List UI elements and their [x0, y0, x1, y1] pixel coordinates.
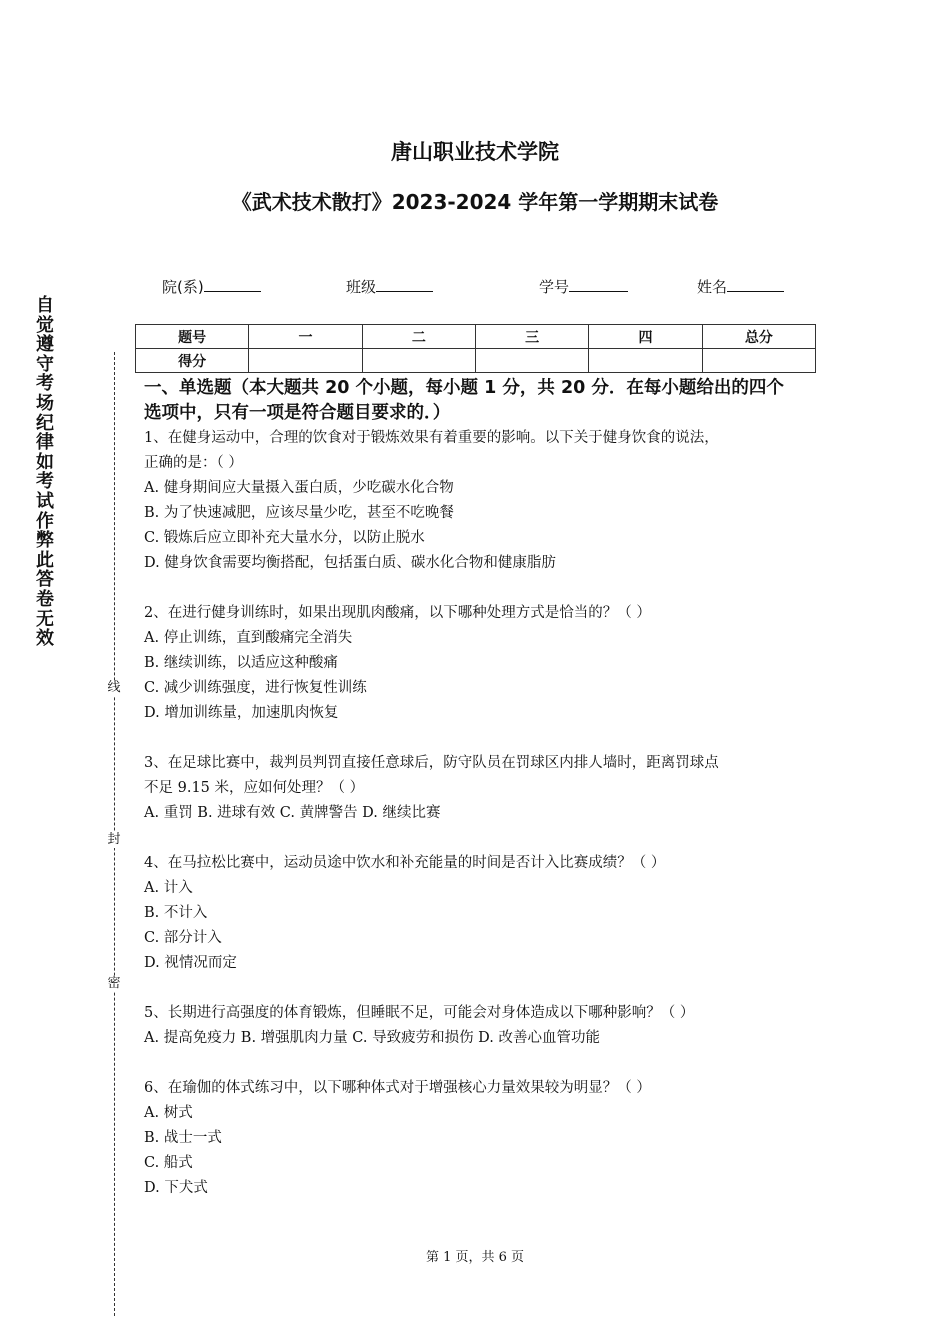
- score-table-header-cell: 二: [362, 325, 475, 349]
- answer-options-inline[interactable]: A. 重罚 B. 进球有效 C. 黄牌警告 D. 继续比赛: [144, 805, 441, 821]
- section-heading-line: 选项中，只有一项是符合题目要求的．）: [144, 403, 451, 423]
- question-stem: 4、在马拉松比赛中，运动员途中饮水和补充能量的时间是否计入比赛成绩？（ ）: [144, 855, 666, 871]
- school-title: 唐山职业技术学院: [391, 140, 559, 164]
- score-cell[interactable]: [589, 349, 702, 373]
- student-id-label: 学号: [539, 278, 570, 296]
- cut-label-line: 线: [107, 680, 121, 695]
- question-5: [144, 1001, 816, 1051]
- question-stem: 6、在瑜伽的体式练习中，以下哪种体式对于增强核心力量效果较为明显？（ ）: [144, 1080, 651, 1096]
- question-stem: 正确的是：（ ）: [144, 455, 243, 471]
- department-blank[interactable]: [204, 277, 261, 292]
- score-table-header-row: [136, 325, 816, 349]
- score-table-header-cell: 题号: [136, 325, 249, 349]
- score-cell[interactable]: [702, 349, 815, 373]
- question-1: [144, 426, 816, 576]
- answer-option[interactable]: A. 停止训练，直到酸痛完全消失: [144, 630, 353, 646]
- answer-option[interactable]: D. 增加训练量，加速肌肉恢复: [144, 705, 339, 721]
- class-label: 班级: [346, 278, 377, 296]
- answer-option[interactable]: A. 计入: [144, 880, 193, 896]
- score-cell[interactable]: [475, 349, 588, 373]
- class-field: [346, 276, 433, 297]
- class-blank[interactable]: [376, 277, 433, 292]
- question-stem: 不足 9.15 米，应如何处理？（ ）: [144, 780, 365, 796]
- question-stem: 3、在足球比赛中，裁判员判罚直接任意球后，防守队员在罚球区内排人墙时，距离罚球点: [144, 755, 719, 771]
- answer-option[interactable]: B. 战士一式: [144, 1130, 222, 1146]
- section-heading: [144, 376, 816, 426]
- score-table-score-row: [136, 349, 816, 373]
- exam-content: [144, 376, 816, 1201]
- score-table: [135, 324, 816, 373]
- cut-label-seal: 封: [107, 832, 121, 847]
- answer-option[interactable]: D. 下犬式: [144, 1180, 208, 1196]
- score-table-header-cell: 三: [475, 325, 588, 349]
- answer-option[interactable]: D. 健身饮食需要均衡搭配，包括蛋白质、碳水化合物和健康脂肪: [144, 555, 556, 571]
- question-stem: 5、长期进行高强度的体育锻炼，但睡眠不足，可能会对身体造成以下哪种影响？（ ）: [144, 1005, 695, 1021]
- answer-option[interactable]: A. 树式: [144, 1105, 193, 1121]
- answer-option[interactable]: C. 减少训练强度，进行恢复性训练: [144, 680, 367, 696]
- page-footer: 第 1 页，共 6 页: [425, 1250, 525, 1265]
- department-label: 院(系): [162, 278, 204, 296]
- student-id-field: [539, 276, 628, 297]
- score-table-header-cell: 四: [589, 325, 702, 349]
- question-2: [144, 601, 816, 726]
- answer-option[interactable]: B. 为了快速减肥，应该尽量少吃，甚至不吃晚餐: [144, 505, 454, 521]
- student-id-blank[interactable]: [569, 277, 628, 292]
- question-3: [144, 751, 816, 826]
- section-heading-line: 一、单选题（本大题共 20 个小题，每小题 1 分，共 20 分．在每小题给出的四个: [144, 378, 784, 398]
- score-cell[interactable]: [249, 349, 362, 373]
- answer-option[interactable]: C. 锻炼后应立即补充大量水分，以防止脱水: [144, 530, 425, 546]
- score-cell[interactable]: [362, 349, 475, 373]
- score-table-header-cell: 一: [249, 325, 362, 349]
- answer-option[interactable]: D. 视情况而定: [144, 955, 237, 971]
- question-stem: 1、在健身运动中，合理的饮食对于锻炼效果有着重要的影响。以下关于健身饮食的说法，: [144, 430, 719, 446]
- answer-option[interactable]: C. 船式: [144, 1155, 193, 1171]
- cut-label-secret: 密: [107, 976, 121, 991]
- name-field: [697, 276, 784, 297]
- answer-option[interactable]: A. 健身期间应大量摄入蛋白质，少吃碳水化合物: [144, 480, 454, 496]
- question-6: [144, 1076, 816, 1201]
- score-table-header-cell: 总分: [702, 325, 815, 349]
- name-label: 姓名: [697, 278, 728, 296]
- answer-option[interactable]: B. 不计入: [144, 905, 208, 921]
- question-4: [144, 851, 816, 976]
- score-row-label: 得分: [136, 349, 249, 373]
- exam-title: 《武术技术散打》2023-2024 学年第一学期期末试卷: [231, 190, 719, 214]
- question-stem: 2、在进行健身训练时，如果出现肌肉酸痛，以下哪种处理方式是恰当的？（ ）: [144, 605, 651, 621]
- exam-discipline-notice: 自觉遵守考场纪律如考试作弊此答卷无效: [36, 295, 54, 650]
- answer-options-inline[interactable]: A. 提高免疫力 B. 增强肌肉力量 C. 导致疲劳和损伤 D. 改善心血管功能: [144, 1030, 601, 1046]
- answer-option[interactable]: C. 部分计入: [144, 930, 222, 946]
- department-field: [162, 276, 261, 297]
- answer-option[interactable]: B. 继续训练，以适应这种酸痛: [144, 655, 338, 671]
- name-blank[interactable]: [727, 277, 784, 292]
